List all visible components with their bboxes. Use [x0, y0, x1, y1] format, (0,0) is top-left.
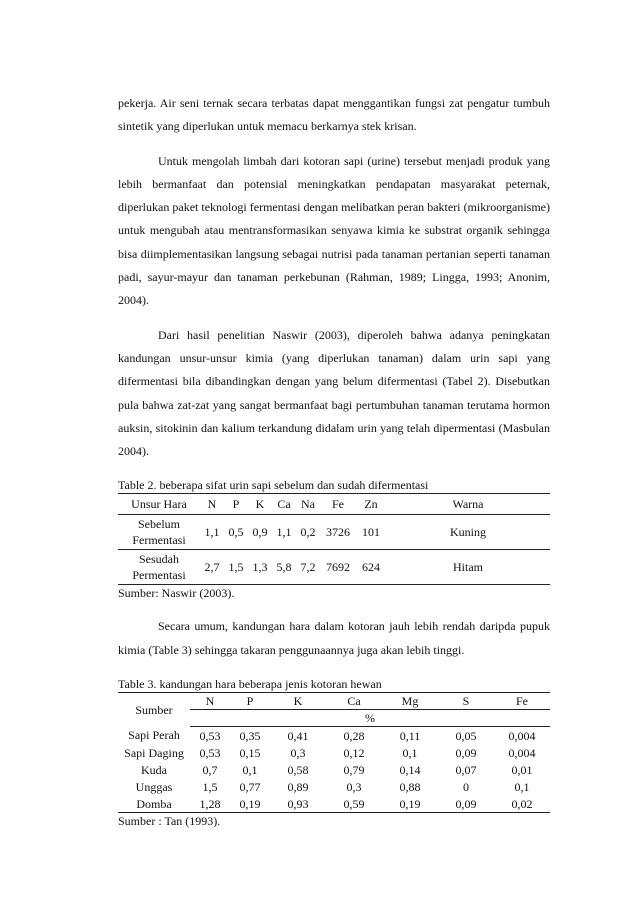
table-row	[118, 727, 550, 745]
row-label-line: Fermentasi	[132, 533, 186, 548]
table2-header: Ca	[272, 494, 296, 515]
table-cell: 0,1	[402, 745, 418, 760]
table-cell: 0,88	[399, 779, 421, 794]
table-row	[118, 550, 550, 585]
table3-unit: %	[190, 710, 550, 727]
table-cell: 0,09	[438, 795, 494, 813]
table-cell: 0	[463, 779, 469, 794]
row-label: Kuda	[141, 762, 167, 777]
table-cell: 0,02	[494, 795, 550, 813]
table3-header: N	[190, 693, 230, 710]
table-cell: 0,1	[242, 762, 258, 777]
table-cell: 101	[362, 525, 380, 540]
table3-header: S	[438, 693, 494, 710]
table-cell: 0,58	[287, 762, 309, 777]
table-cell: 0,14	[399, 762, 421, 777]
table-row	[118, 761, 550, 778]
table3-header: Ca	[326, 693, 382, 710]
table-cell: 1,28	[190, 795, 230, 813]
table3-source-header: Sumber	[118, 693, 190, 727]
table2-header: Unsur Hara	[118, 494, 200, 515]
table-cell: 1,1	[204, 525, 220, 540]
table-cell: 0,93	[270, 795, 326, 813]
table-cell: 0,07	[455, 762, 477, 777]
table-cell: 0,7	[202, 762, 218, 777]
table2-header: Na	[296, 494, 320, 515]
table2-header: Fe	[320, 494, 356, 515]
table2-source: Sumber: Naswir (2003).	[118, 586, 235, 601]
table-row	[118, 744, 550, 761]
table-cell: 0,59	[326, 795, 382, 813]
row-label: Unggas	[135, 779, 173, 794]
paragraph-4: Secara umum, kandungan hara dalam kotoran jauh lebih rendah daripda pupuk kimia (Table 3) sehingga takaran penggunaannya juga akan lebih tinggi.	[118, 619, 550, 657]
table2-header: N	[200, 494, 224, 515]
table-cell: 0,79	[343, 762, 365, 777]
table-cell: 7692	[326, 560, 350, 575]
table-cell: 0,3	[346, 779, 362, 794]
table-cell: 3726	[326, 525, 350, 540]
row-label: Domba	[118, 795, 190, 813]
table-row	[118, 795, 550, 813]
table-cell: 0,12	[343, 745, 365, 760]
table-cell: 0,77	[239, 779, 261, 794]
table-cell: 0,05	[455, 728, 477, 743]
table-cell: 0,19	[230, 795, 270, 813]
table2-header-row	[118, 494, 550, 515]
row-label: Sapi Perah	[128, 728, 180, 743]
table-cell: 0,3	[290, 745, 306, 760]
table-cell: 0,004	[508, 728, 536, 743]
table-cell: 7,2	[300, 560, 316, 575]
paragraph-2: Untuk mengolah limbah dari kotoran sapi (urine) tersebut menjadi produk yang lebih bermanfaat dan potensial meningkatkan pendapatan masyarakat peternak, diperlukan paket teknologi fermentasi dengan melibatkan peran bakteri (mikroorganisme) untuk mengubah atau mentransformasikan senyawa kimia ke substrat organik sehingga bisa diimplementasikan langsung sebagai nutrisi pada tanaman pertanian seperti tanaman padi, sayur-mayur dan tanaman perkebunan (Rahman, 1989; Lingga, 1993; Anonim, 2004).	[118, 153, 550, 308]
table2-header: P	[224, 494, 248, 515]
table-cell: 1,5	[228, 560, 244, 575]
row-label	[118, 515, 200, 550]
table-cell: 0,53	[199, 728, 221, 743]
table-row	[118, 515, 550, 550]
table3	[118, 692, 550, 813]
table-cell: 0,41	[287, 728, 309, 743]
table2-caption: Table 2. beberapa sifat urin sapi sebelum dan sudah difermentasi	[118, 478, 429, 493]
row-label-line: Permentasi	[132, 568, 186, 583]
table-cell: 0,35	[239, 728, 261, 743]
table3-header: Fe	[494, 693, 550, 710]
table3-source: Sumber : Tan (1993).	[118, 814, 221, 829]
row-label: Sapi Daging	[124, 745, 184, 760]
table-cell: 0,5	[228, 525, 244, 540]
table-cell: 0,89	[287, 779, 309, 794]
paragraph-3: Dari hasil penelitian Naswir (2003), diperoleh bahwa adanya peningkatan kandungan unsur-unsur kimia (yang diperlukan tanaman) dalam urin sapi yang difermentasi bila dibandingkan dengan yang belum difermentasi (Tabel 2). Disebutkan pula bahwa zat-zat yang sangat bermanfaat bagi pertumbuhan tanaman terutama hormon auksin, sitokinin dan kalium terkandung didalam urin yang telah dipermentasi (Masbulan 2004).	[118, 327, 550, 459]
table-row	[118, 778, 550, 795]
table-cell: 0,2	[300, 525, 316, 540]
table-cell: Hitam	[453, 560, 483, 575]
table2-header: Zn	[356, 494, 386, 515]
document-page	[118, 92, 550, 829]
table2-header: Warna	[386, 494, 550, 515]
table-cell: 0,9	[252, 525, 268, 540]
table-cell: 1,5	[202, 779, 218, 794]
table-cell: 2,7	[204, 560, 220, 575]
table-cell: Kuning	[450, 525, 486, 540]
table-cell: 0,09	[455, 745, 477, 760]
table-cell: 0,28	[343, 728, 365, 743]
table-cell: 0,19	[382, 795, 438, 813]
table3-header: K	[270, 693, 326, 710]
table3-header: Mg	[382, 693, 438, 710]
table-cell: 624	[362, 560, 380, 575]
table-cell: 0,11	[399, 728, 421, 743]
table-cell: 0,15	[239, 745, 261, 760]
table3-caption: Table 3. kandungan hara beberapa jenis kotoran hewan	[118, 677, 382, 692]
table-cell: 0,004	[508, 745, 536, 760]
table-cell: 5,8	[276, 560, 292, 575]
table-cell: 0,53	[199, 745, 221, 760]
table3-header-row	[118, 693, 550, 710]
table2-header: K	[248, 494, 272, 515]
paragraph-1: pekerja. Air seni ternak secara terbatas dapat menggantikan fungsi zat pengatur tumbuh sintetik yang diperlukan untuk memacu berkarnya stek krisan.	[118, 96, 550, 134]
table-cell: 0,01	[511, 762, 533, 777]
table3-header: P	[230, 693, 270, 710]
table-cell: 1,3	[252, 560, 268, 575]
row-label-line: Sesudah	[139, 552, 179, 567]
row-label-line: Sebelum	[138, 517, 180, 532]
table2	[118, 493, 550, 585]
table-cell: 1,1	[276, 525, 292, 540]
row-label	[118, 550, 200, 585]
table-cell: 0,1	[514, 779, 530, 794]
